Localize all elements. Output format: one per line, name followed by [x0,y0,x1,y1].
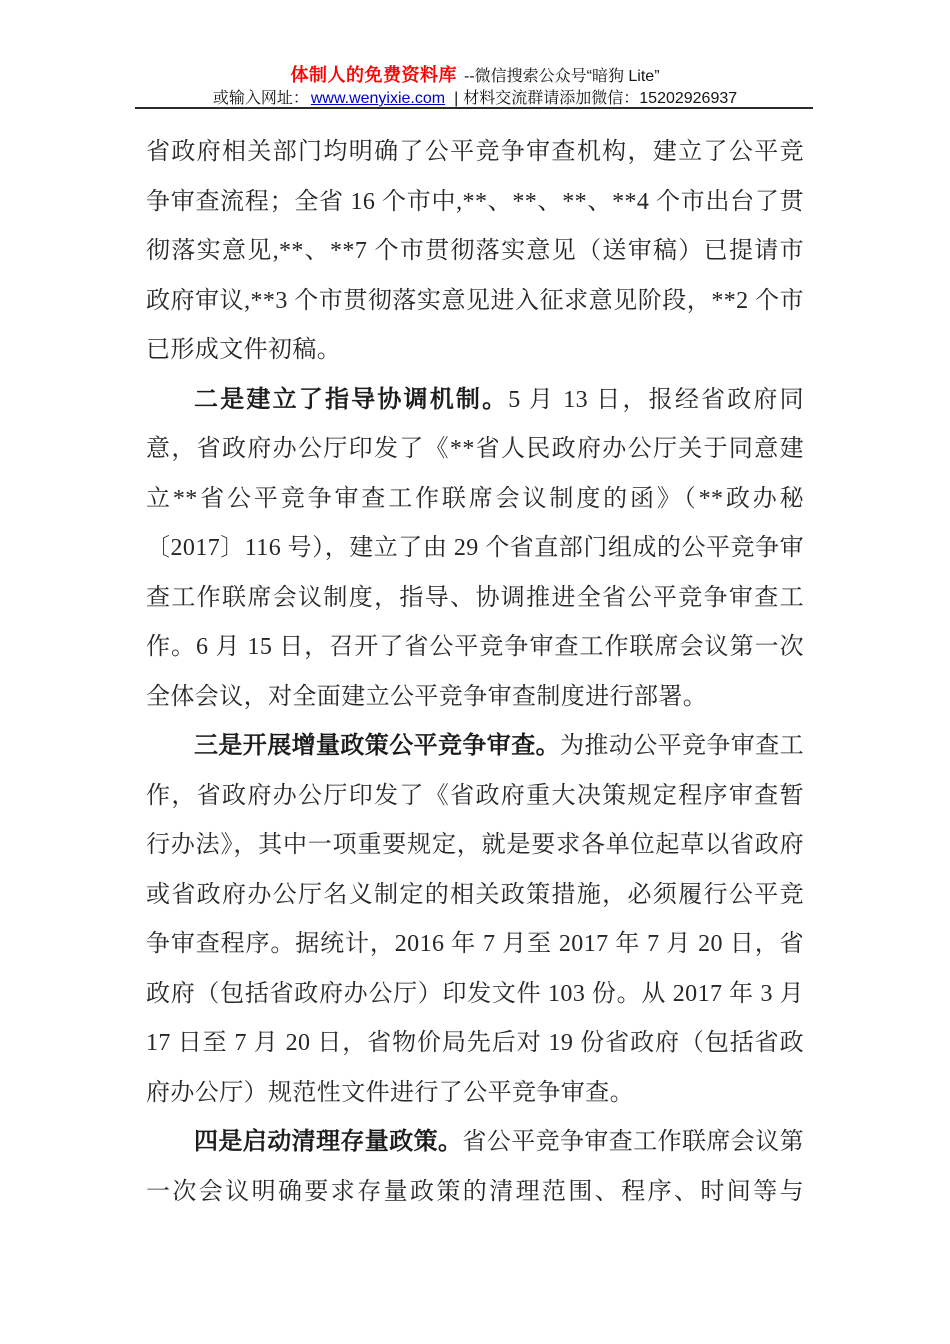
paragraph-text: 为推动公平竞争审查工作，省政府办公厅印发了《省政府重大决策规定程序审查暂行办法》，其中一项重要规定，就是要求各单位起草以省政府或省政府办公厅名义制定的相关政策措施，必须履行公平竞争审查程序。据统计，2016 年 7 月至 2017 年 7 月 20 日，省政府（包括省政府办公厅）印发文件 103 份。从 2017 年 3 月 17 日至 7 月 20 日，省物价局先后对 19 份省政府（包括省政府办公厅）规范性文件进行了公平竞争审查。 [146,733,804,1106]
contact-info: 材料交流群请添加微信：15202926937 [463,90,738,107]
promo-header-line1 [0,63,950,89]
website-link[interactable]: www.wenyixie.com [310,90,446,107]
paragraph-continuation [146,128,804,376]
brand-tagline: --微信搜索公众号“暗狗 Lite” [463,68,660,85]
paragraph-point-four [146,1118,804,1217]
paragraph-text: 5 月 13 日，报经省政府同意，省政府办公厅印发了《**省人民政府办公厅关于同意建立**省公平竞争审查工作联席会议制度的函》（**政办秘〔2017〕116 号），建立了由 29 个省直部门组成的公平竞争审查工作联席会议制度，指导、协调推进全省公平竞争审查工作。6 月 15 日，召开了省公平竞争审查工作联席会议第一次全体会议，对全面建立公平竞争审查制度进行部署。 [146,386,804,710]
paragraph-lead: 四是启动清理存量政策。 [194,1129,463,1155]
promo-header-line2 [0,89,950,109]
paragraph-text: 省政府相关部门均明确了公平竞争审查机构，建立了公平竞争审查流程；全省 16 个市中,**、**、**、**4 个市出台了贯彻落实意见,**、**7 个市贯彻落实意见（送审稿）已提请市政府审议,**3 个市贯彻落实意见进入征求意见阶段，**2 个市已形成文件初稿。 [146,139,804,363]
header-divider-rule [135,107,813,109]
paragraph-point-three [146,722,804,1118]
paragraph-lead: 二是建立了指导协调机制。 [194,386,509,413]
paragraph-text: 省公平竞争审查工作联席会议第一次会议明确要求存量政策的清理范围、程序、时间等与 [146,1129,805,1205]
url-prefix-label: 或输入网址： [212,90,309,107]
document-body [146,128,804,1217]
separator: | [454,90,459,107]
paragraph-lead: 三是开展增量政策公平竞争审查。 [194,733,560,759]
brand-title: 体制人的免费资料库 [290,65,457,85]
paragraph-point-two [146,376,804,723]
